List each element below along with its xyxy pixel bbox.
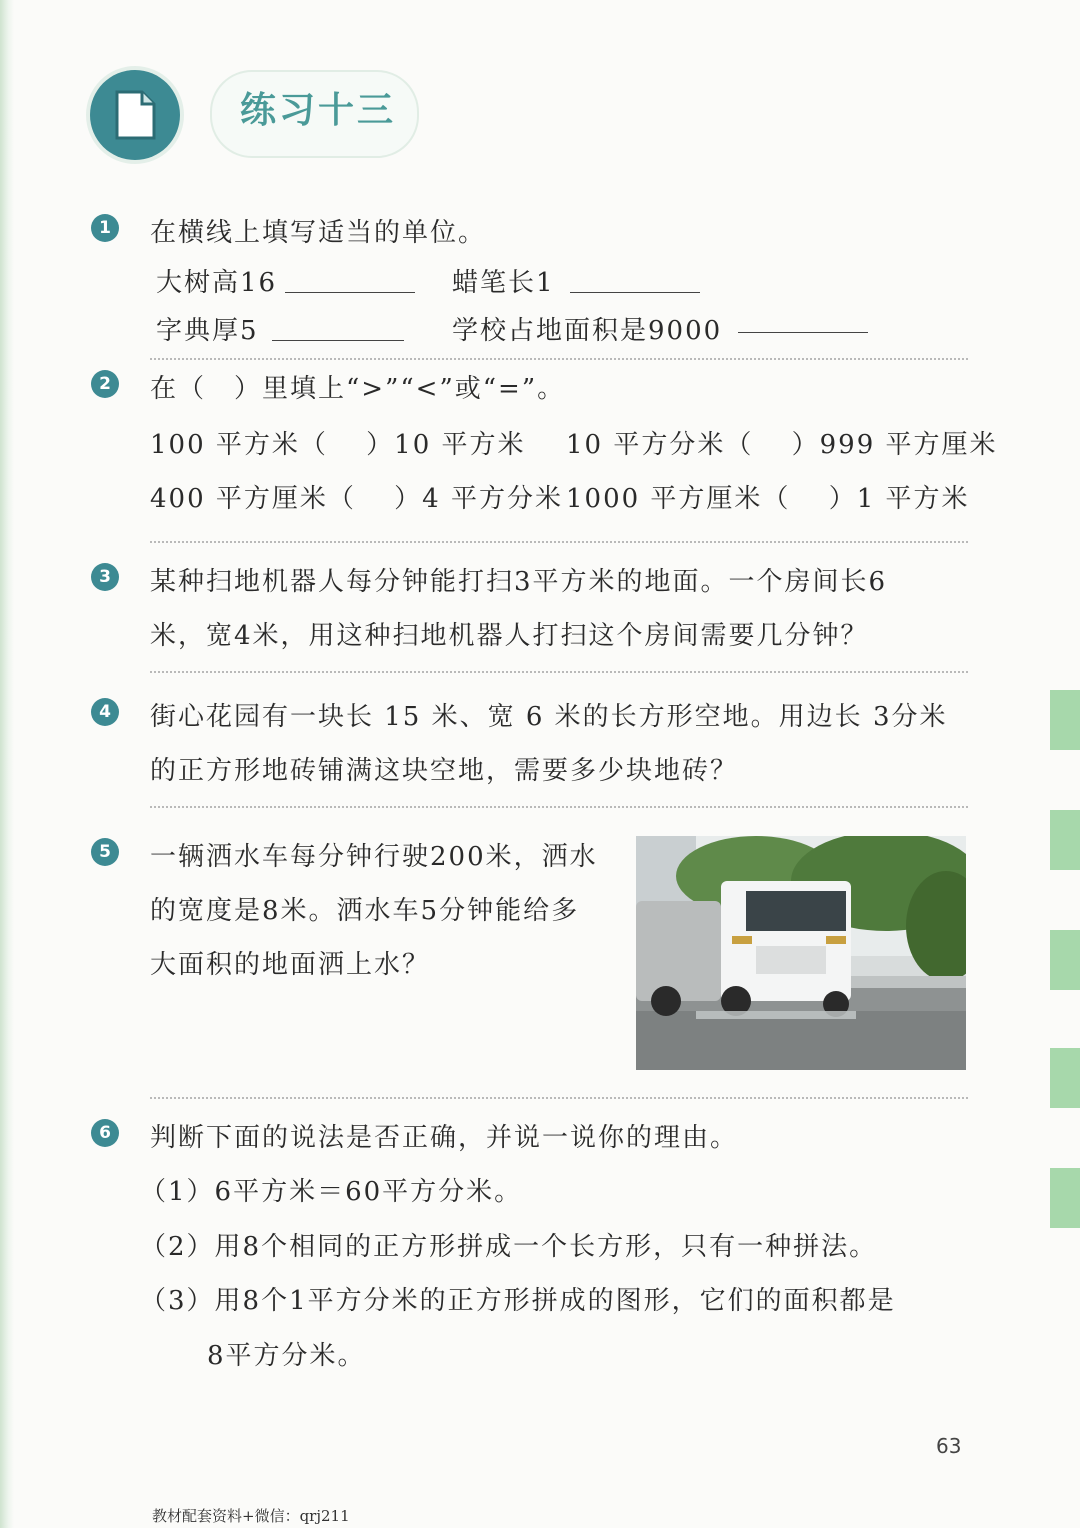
answer-blank[interactable] (738, 332, 868, 333)
answer-blank[interactable] (285, 292, 415, 293)
q1-item-crayon: 蜡笔长1 (452, 268, 555, 298)
page-title: 练习十三 (240, 89, 397, 131)
question-number: 6 (91, 1119, 119, 1147)
side-tab (1050, 930, 1080, 990)
divider (150, 806, 968, 808)
q2-comparison: 100 平方米（ ）10 平方米 (150, 430, 526, 460)
side-tab (1050, 1168, 1080, 1228)
q1-item-dictionary: 字典厚5 (156, 316, 259, 346)
question-number: 3 (91, 563, 119, 591)
divider (150, 541, 968, 543)
page-number: 63 (936, 1434, 962, 1458)
footer-text: 教材配套资料+微信：qrj211 (152, 1507, 350, 1525)
question-text: 某种扫地机器人每分钟能打扫3平方米的地面。一个房间长6 (150, 567, 888, 597)
question-number: 4 (91, 698, 119, 726)
question-text: 大面积的地面洒上水？ (150, 950, 431, 980)
question-text: 的正方形地砖铺满这块空地，需要多少块地砖？ (150, 756, 739, 786)
q2-comparison: 400 平方厘米（ ）4 平方分米 (150, 484, 563, 514)
question-prompt: 在横线上填写适当的单位。 (150, 218, 487, 248)
side-tab (1050, 810, 1080, 870)
question-number: 1 (91, 214, 119, 242)
question-text: 街心花园有一块长 15 米、宽 6 米的长方形空地。用边长 3分米 (150, 702, 948, 732)
q2-comparison: 1000 平方厘米（ ）1 平方米 (566, 484, 970, 514)
question-text: 一辆洒水车每分钟行驶200米，洒水 (150, 842, 598, 872)
answer-blank[interactable] (272, 340, 404, 341)
divider (150, 1097, 968, 1099)
sprinkler-truck-photo (636, 836, 966, 1070)
q1-item-tree: 大树高16 (156, 268, 278, 298)
q6-statement: （3）用8个1平方分米的正方形拼成的图形，它们的面积都是 (140, 1286, 896, 1316)
side-tab (1050, 1048, 1080, 1108)
divider (150, 358, 968, 360)
q6-statement: （2）用8个相同的正方形拼成一个长方形，只有一种拼法。 (140, 1232, 878, 1262)
question-prompt: 判断下面的说法是否正确，并说一说你的理由。 (150, 1123, 739, 1153)
question-number: 5 (91, 838, 119, 866)
q1-item-school: 学校占地面积是9000 (452, 316, 723, 346)
document-icon (90, 70, 180, 160)
page-edge (0, 0, 14, 1528)
question-text: 的宽度是8米。洒水车5分钟能给多 (150, 896, 580, 926)
question-number: 2 (91, 370, 119, 398)
question-prompt: 在（ ）里填上“>”“<”或“=”。 (150, 374, 566, 404)
side-tab (1050, 690, 1080, 750)
q2-comparison: 10 平方分米（ ）999 平方厘米 (566, 430, 998, 460)
divider (150, 671, 968, 673)
q6-statement-cont: 8平方分米。 (207, 1341, 366, 1371)
answer-blank[interactable] (570, 292, 700, 293)
q6-statement: （1）6平方米＝60平方分米。 (140, 1177, 523, 1207)
question-text: 米，宽4米，用这种扫地机器人打扫这个房间需要几分钟？ (150, 621, 869, 651)
